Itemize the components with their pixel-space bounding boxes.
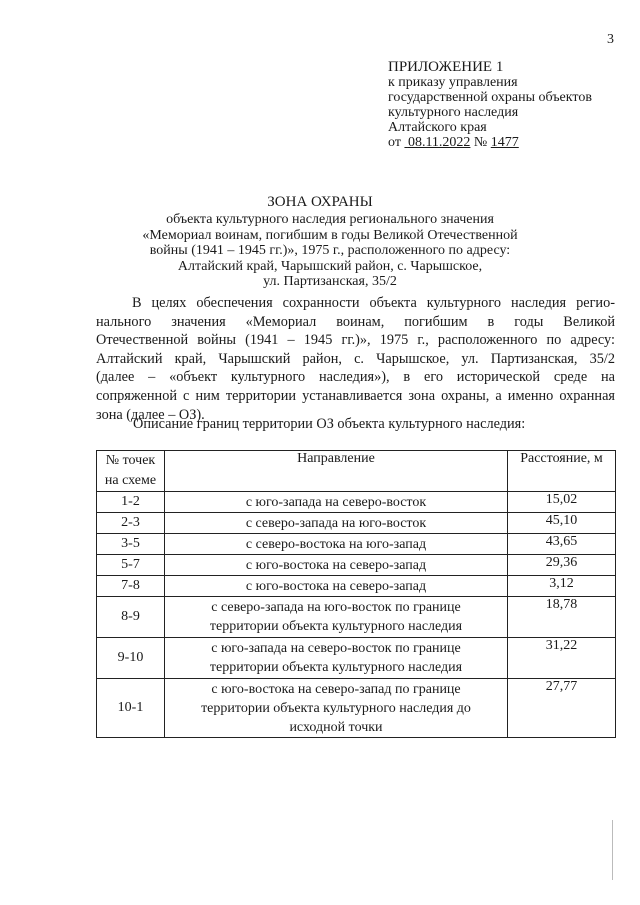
direction-line: исходной точки <box>289 719 383 735</box>
header-direction: Направление <box>165 451 508 492</box>
cell-distance: 31,22 <box>508 638 616 679</box>
cell-direction <box>165 679 508 738</box>
zone-subtitle-line: войны (1941 – 1945 гг.)», 1975 г., расположенного по адресу: <box>149 243 511 258</box>
cell-distance: 3,12 <box>508 576 616 597</box>
zone-subtitle-line: объекта культурного наследия регионального значения <box>166 212 494 227</box>
cell-direction <box>165 597 508 638</box>
direction-line: с северо-запада на юго-восток по границе <box>211 600 461 615</box>
direction-line: с юго-запада на северо-восток по границе <box>211 641 461 656</box>
cell-points: 10-1 <box>97 679 165 738</box>
cell-direction <box>165 555 508 576</box>
order-number: 1477 <box>490 135 519 150</box>
paragraph-line: зона (далее – ОЗ). <box>96 406 205 423</box>
boundaries-table <box>96 450 616 738</box>
cell-direction <box>165 492 508 513</box>
cell-points: 3-5 <box>97 534 165 555</box>
margin-mark <box>612 820 613 880</box>
direction-line: территории объекта культурного наследия до <box>201 700 471 716</box>
cell-distance: 45,10 <box>508 513 616 534</box>
order-date: 08.11.2022 <box>407 135 471 150</box>
cell-points: 7-8 <box>97 576 165 597</box>
appendix-line: государственной охраны объектов <box>388 90 592 105</box>
table-caption: Описание границ территории ОЗ объекта культурного наследия: <box>133 416 526 432</box>
zone-subtitle <box>120 212 540 290</box>
zone-subtitle-line: «Мемориал воинам, погибшим в годы Великой Отечественной <box>142 227 518 243</box>
number-sign: № <box>473 135 488 150</box>
paragraph-line: В целях обеспечения сохранности объекта культурного наследия регио- <box>132 295 615 311</box>
appendix-line: культурного наследия <box>388 105 519 120</box>
paragraph-line: Алтайский край, Чарышский район, с. Чарышское, ул. Партизанская, 35/2 <box>96 350 615 367</box>
header-points: № точек на схеме <box>97 451 165 492</box>
paragraph-line: Отечественной войны (1941 – 1945 гг.)», 1975 г., расположенного по адресу: <box>96 332 615 349</box>
table-row <box>97 492 616 513</box>
table-row <box>97 679 616 738</box>
paragraph-line: сопряженной с ним территории устанавливается зона охраны, а именно охранная <box>96 387 615 404</box>
table-row <box>97 597 616 638</box>
appendix-block <box>388 60 592 150</box>
direction-line: с юго-востока на северо-запад <box>245 578 427 594</box>
direction-line: территории объекта культурного наследия <box>209 660 463 675</box>
table-row <box>97 638 616 679</box>
direction-line: с северо-запада на юго-восток <box>245 515 427 531</box>
paragraph-line: (далее – «объект культурного наследия»), в его исторической среде на <box>96 369 615 386</box>
appendix-line: Алтайского края <box>388 120 487 135</box>
cell-distance: 43,65 <box>508 534 616 555</box>
zone-title: ЗОНА ОХРАНЫ <box>267 194 373 210</box>
cell-distance: 27,77 <box>508 679 616 738</box>
cell-points: 9-10 <box>97 638 165 679</box>
cell-direction <box>165 576 508 597</box>
cell-direction <box>165 638 508 679</box>
header-distance: Расстояние, м <box>508 451 616 492</box>
table-row <box>97 534 616 555</box>
appendix-line: к приказу управления <box>388 75 518 90</box>
cell-direction <box>165 513 508 534</box>
cell-distance: 18,78 <box>508 597 616 638</box>
paragraph-line: нального значения «Мемориал воинам, погибшим в годы Великой <box>96 313 615 330</box>
table-row <box>97 513 616 534</box>
cell-distance: 15,02 <box>508 492 616 513</box>
direction-line: с северо-востока на юго-запад <box>245 536 427 552</box>
date-prefix: от <box>388 135 401 150</box>
appendix-title: ПРИЛОЖЕНИЕ 1 <box>388 59 504 75</box>
appendix-date-line <box>388 135 592 150</box>
direction-line: с юго-востока на северо-запад <box>245 557 427 573</box>
direction-line: с юго-востока на северо-запад по границе <box>211 681 461 697</box>
zone-subtitle-line: Алтайский край, Чарышский район, с. Чарышское, <box>177 258 483 274</box>
table-row <box>97 555 616 576</box>
direction-line: с юго-запада на северо-восток <box>245 494 427 510</box>
cell-points: 2-3 <box>97 513 165 534</box>
cell-distance: 29,36 <box>508 555 616 576</box>
cell-points: 5-7 <box>97 555 165 576</box>
cell-points: 1-2 <box>97 492 165 513</box>
page-number: 3 <box>607 32 614 47</box>
body-paragraph <box>96 294 615 424</box>
cell-points: 8-9 <box>97 597 165 638</box>
table-row <box>97 576 616 597</box>
cell-direction <box>165 534 508 555</box>
direction-line: территории объекта культурного наследия <box>209 619 463 634</box>
zone-subtitle-line: ул. Партизанская, 35/2 <box>263 274 397 289</box>
